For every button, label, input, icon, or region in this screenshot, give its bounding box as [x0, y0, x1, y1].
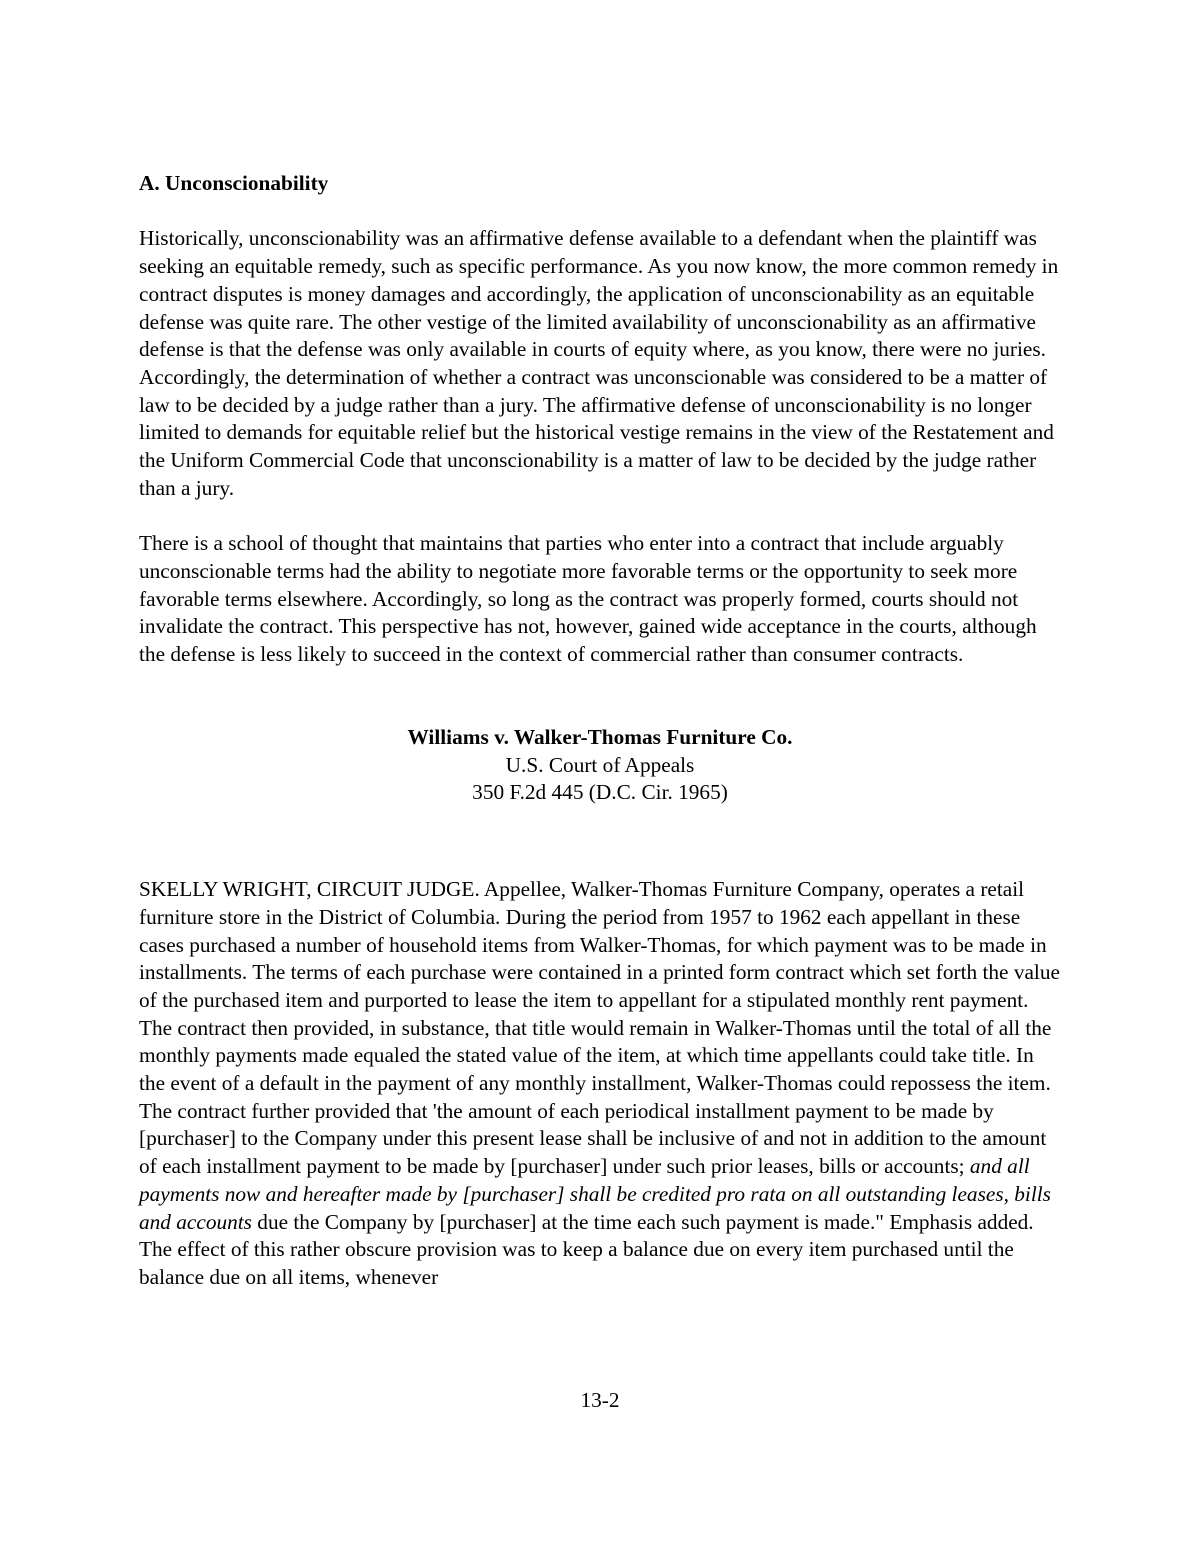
body-paragraph-school-of-thought: There is a school of thought that maintains that parties who enter into a contract that include arguably unconscionable terms had the ability to negotiate more favorable terms or the opportunity to seek more favorable terms elsewhere. Accordingly, so long as the contract was properly formed, courts should not invalidate the contract. This perspective has not, however, gained wide acceptance in the courts, although the defense is less likely to succeed in the context of commercial rather than consumer contracts.: [139, 531, 1037, 666]
body-paragraph-history: Historically, unconscionability was an affirmative defense available to a defendant when the plaintiff was seeking an equitable remedy, such as specific performance. As you now know, the more common remedy in contract disputes is money damages and accordingly, the application of unconscionability as an equitable defense was quite rare. The other vestige of the limited availability of unconscionability as an affirmative defense is that the defense was only available in courts of equity where, as you know, there were no juries. Accordingly, the determination of whether a contract was unconscionable was considered to be a matter of law to be decided by a judge rather than a jury. The affirmative defense of unconscionability is no longer limited to demands for equitable relief but the historical vestige remains in the view of the Restatement and the Uniform Commercial Code that unconscionability is a matter of law to be decided by the judge rather than a jury.: [139, 226, 1059, 500]
case-citation: 350 F.2d 445 (D.C. Cir. 1965): [472, 780, 728, 805]
opinion-text-after-emphasis: due the Company by [purchaser] at the time each such payment is made." Emphasis added. The effect of this rather obscure provision was to keep a balance due on every item purchased until the balance due on all items, whenever: [139, 1209, 1034, 1289]
case-court: U.S. Court of Appeals: [505, 752, 695, 777]
opinion-text-before-emphasis: SKELLY WRIGHT, CIRCUIT JUDGE. Appellee, Walker-Thomas Furniture Company, operates a retail furniture store in the District of Columbia. During the period from 1957 to 1962 each appellant in these cases purchased a number of household items from Walker-Thomas, for which payment was to be made in installments. The terms of each purchase were contained in a printed form contract which set forth the value of the purchased item and purported to lease the item to appellant for a stipulated monthly rent payment. The contract then provided, in substance, that title would remain in Walker-Thomas until the total of all the monthly payments made equaled the stated value of the item, at which time appellants could take title. In the event of a default in the payment of any monthly installment, Walker-Thomas could repossess the item. The contract further provided that 'the amount of each periodical installment payment to be made by [purchaser] to the Company under this present lease shall be inclusive of and not in addition to the amount of each installment payment to be made by [purchaser] under such prior leases, bills or accounts;: [139, 877, 1060, 1179]
case-title: Williams v. Walker-Thomas Furniture Co.: [407, 725, 793, 750]
page-number: 13-2: [580, 1388, 620, 1412]
case-caption: [139, 724, 1061, 807]
opinion-emphasis: and all payments now and hereafter made by [purchaser] shall be credited pro rata on all outstanding leases, bills and accounts: [139, 1154, 1051, 1234]
spacer: [139, 198, 1061, 226]
opinion-paragraph: [139, 876, 1061, 1292]
section-heading: A. Unconscionability: [139, 171, 329, 195]
spacer: [139, 669, 1061, 724]
document-page: [139, 170, 1061, 1292]
spacer: [139, 807, 1061, 876]
spacer: [139, 502, 1061, 530]
